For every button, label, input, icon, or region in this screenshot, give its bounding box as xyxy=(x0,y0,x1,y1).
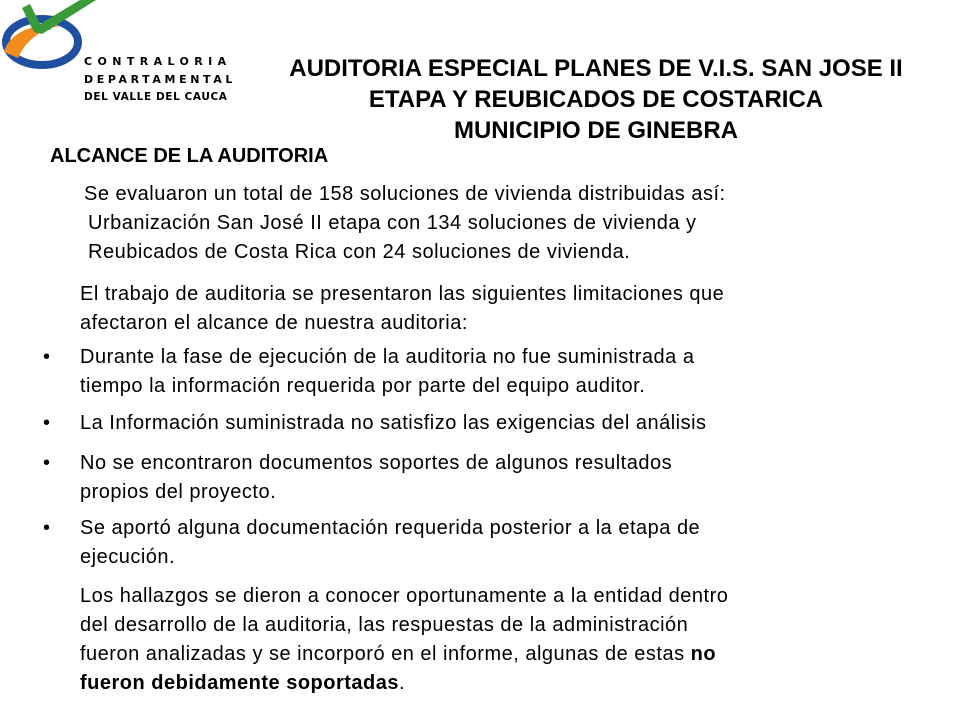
paragraph-line xyxy=(80,669,880,698)
list-item-line: tiempo la información requerida por parte del equipo auditor. xyxy=(80,375,646,397)
list-item-line: ejecución. xyxy=(80,546,176,568)
list-item-line: Durante la fase de ejecución de la auditoria no fue suministrada a xyxy=(80,346,695,368)
logo-emblem-icon xyxy=(0,0,110,80)
page-title xyxy=(246,53,946,146)
emphasis-text: fueron debidamente soportadas xyxy=(80,672,399,694)
paragraph-line xyxy=(80,640,880,669)
list-item xyxy=(43,514,880,572)
contraloria-logo xyxy=(0,0,236,115)
bullet-dot: • xyxy=(43,452,51,474)
title-line-2: ETAPA Y REUBICADOS DE COSTARICA xyxy=(368,86,824,113)
paragraph-text: fueron analizadas y se incorporó en el informe, algunas de estas xyxy=(80,643,691,665)
emphasis-text: no xyxy=(690,643,717,665)
bullet-dot: • xyxy=(43,412,51,434)
title-line-1: AUDITORIA ESPECIAL PLANES DE V.I.S. SAN JOSE II xyxy=(289,55,903,82)
list-item xyxy=(43,409,880,438)
list-item-line: propios del proyecto. xyxy=(80,481,277,503)
title-line-3: MUNICIPIO DE GINEBRA xyxy=(453,117,738,144)
logo-line-2: DEPARTAMENTAL xyxy=(84,73,236,86)
paragraph-text: . xyxy=(399,672,406,694)
paragraph-line: afectaron el alcance de nuestra auditoria: xyxy=(80,312,468,334)
logo-line-3: DEL VALLE DEL CAUCA xyxy=(84,91,228,103)
paragraph-line: del desarrollo de la auditoria, las respuestas de la administración xyxy=(80,614,689,636)
paragraph-limitations xyxy=(80,280,880,338)
paragraph-line: Reubicados de Costa Rica con 24 soluciones de vivienda. xyxy=(88,241,631,263)
list-item xyxy=(43,449,880,507)
section-heading: ALCANCE DE LA AUDITORIA xyxy=(50,145,329,167)
bullet-dot: • xyxy=(43,346,51,368)
paragraph-findings xyxy=(80,582,880,698)
paragraph-scope xyxy=(80,180,880,267)
paragraph-line: Los hallazgos se dieron a conocer oportunamente a la entidad dentro xyxy=(80,585,729,607)
logo-line-1: CONTRALORIA xyxy=(84,55,232,68)
paragraph-line: El trabajo de auditoria se presentaron las siguientes limitaciones que xyxy=(80,283,725,305)
list-item xyxy=(43,343,880,401)
list-item-line: La Información suministrada no satisfizo las exigencias del análisis xyxy=(80,412,707,434)
list-item-line: Se aportó alguna documentación requerida posterior a la etapa de xyxy=(80,517,701,539)
paragraph-line: Urbanización San José II etapa con 134 soluciones de vivienda y xyxy=(88,212,697,234)
bullet-dot: • xyxy=(43,517,51,539)
paragraph-line: Se evaluaron un total de 158 soluciones de vivienda distribuidas así: xyxy=(84,183,726,205)
list-item-line: No se encontraron documentos soportes de algunos resultados xyxy=(80,452,673,474)
